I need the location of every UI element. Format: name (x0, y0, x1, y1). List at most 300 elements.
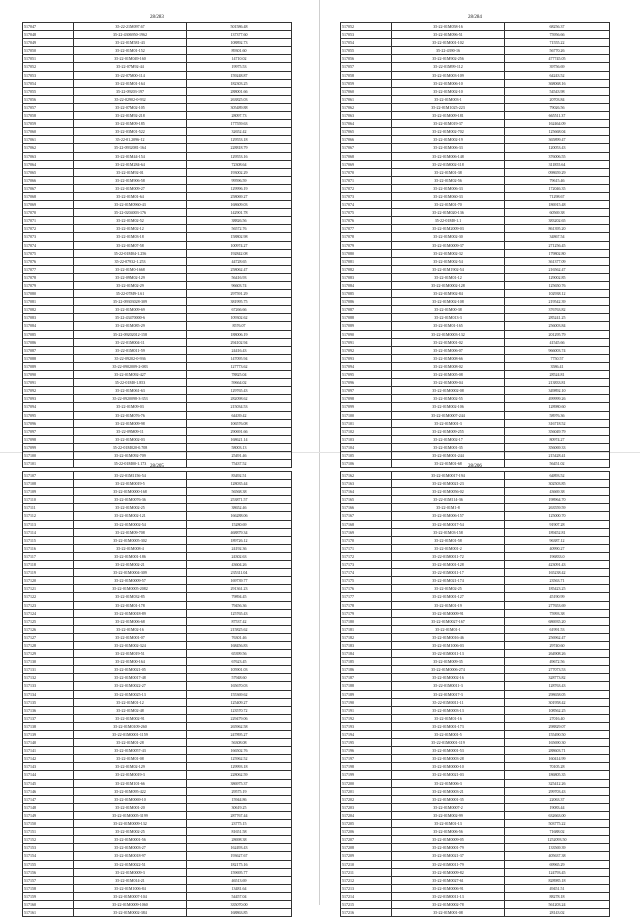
reference-code-cell: 35-22-01M01-13 (392, 820, 505, 828)
table-row (341, 128, 610, 136)
record-number-cell: 517102 (341, 427, 392, 435)
table-row (341, 763, 610, 771)
reference-code-cell: 35-22-01M006-33 (392, 144, 505, 152)
amount-cell: 72308.64 (187, 160, 292, 168)
amount-cell: 298829.07 (505, 722, 610, 730)
table-row (23, 427, 292, 435)
reference-code-cell: 35-22-01M0009-1060 (74, 900, 187, 908)
record-number-cell: 517083 (23, 314, 74, 322)
table-row (23, 569, 292, 577)
amount-cell: 258062.47 (187, 265, 292, 273)
reference-code-cell: 35-22-01M0021-37 (392, 852, 505, 860)
amount-cell: 60569.38 (505, 209, 610, 217)
record-number-cell: 517097 (23, 427, 74, 435)
table-row (341, 387, 610, 395)
table-row (23, 666, 292, 674)
reference-code-cell: 35-22-01M101-66 (74, 779, 187, 787)
reference-code-cell: 35-22-01M01-68 (392, 460, 505, 468)
record-number-cell: 517073 (341, 192, 392, 200)
amount-cell: 328773.82 (505, 674, 610, 682)
reference-code-cell: 35-22-01M0022-27 (74, 682, 187, 690)
register-table (22, 471, 292, 917)
record-number-cell: 517171 (341, 544, 392, 552)
record-number-cell: 517195 (341, 739, 392, 747)
reference-code-cell: 35-22-01M002-25 (74, 828, 187, 836)
table-row (341, 201, 610, 209)
table-row (341, 803, 610, 811)
amount-cell: 129553.16 (187, 152, 292, 160)
amount-cell: 213833.81 (505, 379, 610, 387)
reference-code-cell: 35-22-01M0009-82 (392, 868, 505, 876)
record-number-cell: 517094 (23, 403, 74, 411)
table-row (23, 811, 292, 819)
amount-cell: 185423.25 (505, 585, 610, 593)
amount-cell: 316718.52 (505, 419, 610, 427)
table-row (23, 451, 292, 459)
record-number-cell: 517174 (341, 569, 392, 577)
record-number-cell: 517093 (23, 395, 74, 403)
record-number-cell: 517120 (23, 577, 74, 585)
record-number-cell: 517212 (341, 876, 392, 884)
amount-cell: 229479.06 (187, 714, 292, 722)
reference-code-cell: 35-22-01M0022-51 (74, 860, 187, 868)
amount-cell: 264908.26 (505, 650, 610, 658)
table-row (341, 411, 610, 419)
table-row (341, 282, 610, 290)
record-number-cell: 517141 (23, 747, 74, 755)
amount-cell: 91907.28 (505, 520, 610, 528)
record-number-cell: 517067 (341, 144, 392, 152)
amount-cell: 56568.38 (187, 488, 292, 496)
record-number-cell: 517066 (341, 136, 392, 144)
table-row (23, 241, 292, 249)
record-number-cell: 517149 (23, 811, 74, 819)
table-row (341, 609, 610, 617)
reference-code-cell: 35-22-01M44-154 (74, 152, 187, 160)
record-number-cell: 517177 (341, 593, 392, 601)
amount-cell: 88278.18 (505, 892, 610, 900)
reference-code-cell: 35-22-01M002-17 (392, 435, 505, 443)
amount-cell: 158802.98 (187, 233, 292, 241)
table-row (341, 192, 610, 200)
table-row (341, 23, 610, 31)
reference-code-cell: 35-22-01M0002-54 (74, 520, 187, 528)
table-row (23, 136, 292, 144)
reference-code-cell: 35-22-01M058-16 (392, 23, 505, 31)
reference-code-cell: 35-22-01M0006-274 (392, 666, 505, 674)
reference-code-cell: 35-22-01M096-51 (392, 31, 505, 39)
reference-code-cell: 35-22-01M02-52 (74, 217, 187, 225)
record-number-cell: 517076 (341, 217, 392, 225)
reference-code-cell: 35-22-01M001-5 (392, 731, 505, 739)
table-row (341, 241, 610, 249)
record-number-cell: 517056 (23, 95, 74, 103)
record-number-cell: 517085 (341, 290, 392, 298)
amount-cell: 64243.52 (505, 71, 610, 79)
reference-code-cell: 35-22-01M0011-72 (392, 552, 505, 560)
amount-cell: 165690.30 (505, 739, 610, 747)
amount-cell: 64893.52 (505, 472, 610, 480)
reference-code-cell: 35-22-01M002-30 (392, 233, 505, 241)
table-row (341, 650, 610, 658)
record-number-cell: 517157 (23, 876, 74, 884)
reference-code-cell: 35-22-01M0011-3 (392, 682, 505, 690)
table-row (23, 290, 292, 298)
register-table (340, 471, 610, 917)
amount-cell: 253871.57 (187, 496, 292, 504)
reference-code-cell: 35-22-01M001-244 (392, 451, 505, 459)
table-row (341, 443, 610, 451)
reference-code-cell: 35-22-0920098-3-353 (74, 395, 187, 403)
record-number-cell: 517093 (341, 354, 392, 362)
reference-code-cell: 35-22-01M009-181 (392, 112, 505, 120)
record-number-cell: 517147 (23, 795, 74, 803)
table-row (341, 722, 610, 730)
table-row (23, 593, 292, 601)
amount-cell: 125668.04 (505, 128, 610, 136)
record-number-cell: 517134 (23, 690, 74, 698)
table-row (23, 128, 292, 136)
record-number-cell: 517209 (341, 852, 392, 860)
record-number-cell: 517053 (341, 31, 392, 39)
amount-cell: 87537.42 (187, 617, 292, 625)
table-row (341, 330, 610, 338)
amount-cell: 966003.74 (505, 346, 610, 354)
reference-code-cell: 35-22-01M095-422 (74, 787, 187, 795)
record-number-cell: 517087 (341, 306, 392, 314)
amount-cell: 405637.38 (505, 852, 610, 860)
table-row (23, 674, 292, 682)
page-title: 28/284 (468, 15, 482, 20)
reference-code-cell: 35-22-01M006-148 (392, 152, 505, 160)
amount-cell: 198964.70 (505, 496, 610, 504)
record-number-cell: 517058 (341, 71, 392, 79)
table-row (23, 160, 292, 168)
reference-code-cell: 35-22-01M002-55 (392, 395, 505, 403)
amount-cell: 38652.46 (187, 504, 292, 512)
amount-cell: 128980.60 (505, 403, 610, 411)
table-row (341, 419, 610, 427)
reference-code-cell: 35-22-01M0057-43 (74, 747, 187, 755)
amount-cell: 29740.60 (505, 641, 610, 649)
table-row (23, 690, 292, 698)
record-number-cell: 517126 (23, 625, 74, 633)
table-row (23, 103, 292, 111)
reference-code-cell: 35-22-01M00-38 (392, 306, 505, 314)
table-row (23, 496, 292, 504)
table-row (23, 282, 292, 290)
record-number-cell: 517183 (341, 641, 392, 649)
reference-code-cell: 35-22-01M002-121 (74, 512, 187, 520)
reference-code-cell: 35-22-01M0007-104 (74, 892, 187, 900)
record-number-cell: 517098 (23, 435, 74, 443)
record-number-cell: 517197 (341, 755, 392, 763)
reference-code-cell: 35-22-01M032-85 (74, 593, 187, 601)
table-row (23, 23, 292, 31)
reference-code-cell: 35-22-01M1-8 (392, 504, 505, 512)
reference-code-cell: 35-22-0932081-164 (74, 144, 187, 152)
table-row (23, 403, 292, 411)
amount-cell: 56416.93 (187, 273, 292, 281)
table-row (23, 650, 292, 658)
table-row (23, 31, 292, 39)
reference-code-cell: 35-22-01M006-56 (392, 828, 505, 836)
table-row (341, 544, 610, 552)
reference-code-cell: 35-22-01M0011-17 (392, 569, 505, 577)
table-row (341, 828, 610, 836)
record-number-cell: 517065 (341, 128, 392, 136)
table-row (341, 395, 610, 403)
reference-code-cell: 35-22-01M0000-168 (74, 488, 187, 496)
table-row (23, 609, 292, 617)
record-number-cell: 517080 (341, 249, 392, 257)
reference-code-cell: 35-22-01M003-1 (392, 95, 505, 103)
record-number-cell: 517131 (23, 666, 74, 674)
record-number-cell: 517154 (23, 852, 74, 860)
amount-cell: 376006.55 (505, 152, 610, 160)
amount-cell: 477745.05 (505, 55, 610, 63)
table-row (23, 257, 292, 265)
amount-cell: 28698.38 (187, 836, 292, 844)
table-row (341, 354, 610, 362)
record-number-cell: 517055 (23, 87, 74, 95)
amount-cell: 189726.12 (187, 536, 292, 544)
reference-code-cell: 35-22-01M001-128 (392, 561, 505, 569)
table-row (341, 884, 610, 892)
amount-cell: 23775.15 (187, 820, 292, 828)
reference-code-cell: 35-22-01M01-64 (74, 192, 187, 200)
record-number-cell: 517151 (23, 828, 74, 836)
record-number-cell: 517095 (341, 371, 392, 379)
record-number-cell: 517124 (23, 609, 74, 617)
reference-code-cell: 35-22-01M2009-03 (392, 225, 505, 233)
record-number-cell: 517139 (23, 731, 74, 739)
table-row (341, 617, 610, 625)
reference-code-cell: 35-22-01M01-19 (392, 601, 505, 609)
amount-cell: 356069.33 (505, 443, 610, 451)
record-number-cell: 517068 (341, 152, 392, 160)
reference-code-cell: 35-22-01M0000-10 (392, 763, 505, 771)
amount-cell: 142901.78 (187, 209, 292, 217)
amount-cell: 67623.45 (187, 658, 292, 666)
reference-code-cell: 35-22-01M01-1 (392, 625, 505, 633)
reference-code-cell: 35-22-0204003-176 (74, 209, 187, 217)
reference-code-cell: 35-22-01M008-02 (392, 362, 505, 370)
amount-cell: 78825.04 (187, 371, 292, 379)
reference-code-cell: 35-22-01M284-64 (74, 160, 187, 168)
record-number-cell: 517081 (23, 298, 74, 306)
amount-cell: 297591.29 (187, 290, 292, 298)
reference-code-cell: 35-22-01M008-4 (74, 544, 187, 552)
reference-code-cell: 35-22-01M0-1.853 (74, 379, 187, 387)
reference-code-cell: 35-22-01M001-173 (392, 722, 505, 730)
table-row (23, 512, 292, 520)
record-number-cell: 517142 (23, 755, 74, 763)
table-row (341, 585, 610, 593)
amount-cell: 201295.79 (505, 330, 610, 338)
table-row (341, 435, 610, 443)
record-number-cell: 517092 (23, 387, 74, 395)
record-number-cell: 517208 (341, 844, 392, 852)
record-number-cell: 517130 (23, 658, 74, 666)
table-row (341, 152, 610, 160)
record-number-cell: 517047 (23, 23, 74, 31)
reference-code-cell: 35-22-01M001-102 (392, 39, 505, 47)
reference-code-cell: 35-22-01M0-1.1 (392, 217, 505, 225)
reference-code-cell: 35-22-01M09-708 (74, 528, 187, 536)
table-row (341, 249, 610, 257)
record-number-cell: 517179 (341, 609, 392, 617)
reference-code-cell: 35-22-01M902-256 (392, 55, 505, 63)
amount-cell: 39756.69 (505, 63, 610, 71)
record-number-cell: 517075 (23, 249, 74, 257)
record-number-cell: 517188 (341, 682, 392, 690)
amount-cell: 125765.43 (187, 609, 292, 617)
record-number-cell: 517081 (341, 257, 392, 265)
reference-code-cell: 35-22-01M006-33 (392, 184, 505, 192)
record-number-cell: 517161 (23, 909, 74, 917)
amount-cell: 46513.69 (187, 876, 292, 884)
reference-code-cell: 35-22-01M01-70 (392, 201, 505, 209)
amount-cell: 43604.26 (187, 561, 292, 569)
record-number-cell: 517090 (23, 371, 74, 379)
table-row (23, 884, 292, 892)
record-number-cell: 517198 (341, 763, 392, 771)
table-row (23, 706, 292, 714)
amount-cell: 125409.27 (187, 698, 292, 706)
reference-code-cell: 35-22-01M0001-53 (392, 747, 505, 755)
amount-cell: 349892.10 (505, 387, 610, 395)
record-number-cell: 517194 (341, 731, 392, 739)
amount-cell: 302503.85 (505, 480, 610, 488)
amount-cell: 14710.02 (187, 55, 292, 63)
amount-cell: 54543.98 (505, 87, 610, 95)
table-row (341, 451, 610, 459)
amount-cell: 30619.25 (187, 803, 292, 811)
record-number-cell: 517155 (23, 860, 74, 868)
reference-code-cell: 35-22-01M076-76 (74, 411, 187, 419)
record-number-cell: 517119 (23, 569, 74, 577)
record-number-cell: 517215 (341, 900, 392, 908)
record-number-cell: 517118 (23, 561, 74, 569)
record-number-cell: 517077 (23, 265, 74, 273)
amount-cell: 288001.66 (187, 87, 292, 95)
table-row (341, 795, 610, 803)
table-row (341, 403, 610, 411)
amount-cell: 215428.41 (505, 451, 610, 459)
table-row (341, 31, 610, 39)
reference-code-cell: 35-22-01M1006-84 (74, 884, 187, 892)
table-row (23, 836, 292, 844)
record-number-cell: 517113 (23, 520, 74, 528)
reference-code-cell: 35-22-01M019-51 (74, 650, 187, 658)
amount-cell: 155490.50 (505, 731, 610, 739)
amount-cell: 235311.04 (187, 569, 292, 577)
reference-code-cell: 35-22-01M002-99 (392, 811, 505, 819)
reference-code-cell: 35-22-01M0007-244 (392, 411, 505, 419)
register-table (22, 22, 292, 468)
record-number-cell: 517172 (341, 552, 392, 560)
reference-code-cell: 35-22-01M020-0.708 (74, 443, 187, 451)
table-row (341, 868, 610, 876)
amount-cell: 162493.43 (187, 844, 292, 852)
amount-cell: 335070.00 (187, 900, 292, 908)
reference-code-cell: 35-22-01M0002-384 (74, 909, 187, 917)
table-row (341, 682, 610, 690)
reference-code-cell: 35-22-09202012-158 (74, 330, 187, 338)
table-row (23, 209, 292, 217)
reference-code-cell: 35-22-01M0003-21 (392, 787, 505, 795)
reference-code-cell: 35-22-01M001-3 (392, 419, 505, 427)
table-row (341, 909, 610, 917)
amount-cell: 686935.20 (505, 617, 610, 625)
table-row (23, 298, 292, 306)
record-number-cell: 517059 (341, 79, 392, 87)
table-row (341, 536, 610, 544)
amount-cell: 159248.87 (187, 71, 292, 79)
record-number-cell: 517128 (23, 641, 74, 649)
amount-cell: 215034.53 (187, 403, 292, 411)
record-number-cell: 517140 (23, 739, 74, 747)
reference-code-cell: 35-22-01M001-2 (392, 544, 505, 552)
table-row (23, 265, 292, 273)
record-number-cell: 517186 (341, 666, 392, 674)
table-row (341, 771, 610, 779)
table-row (23, 192, 292, 200)
record-number-cell: 517216 (341, 909, 392, 917)
reference-code-cell: 35-22-01M0076-36 (74, 496, 187, 504)
record-number-cell: 517162 (341, 472, 392, 480)
record-number-cell: 517100 (23, 451, 74, 459)
record-number-cell: 517189 (341, 690, 392, 698)
record-number-cell: 517078 (341, 233, 392, 241)
record-number-cell: 517214 (341, 892, 392, 900)
reference-code-cell: 35-22-01M02-29 (74, 282, 187, 290)
reference-code-cell: 35-22-01M0009-37 (392, 241, 505, 249)
table-row (341, 209, 610, 217)
table-row (341, 314, 610, 322)
reference-code-cell: 35-22-01M09-03 (74, 403, 187, 411)
record-number-cell: 517150 (23, 820, 74, 828)
record-number-cell: 517099 (23, 443, 74, 451)
record-number-cell: 517059 (23, 120, 74, 128)
table-row (23, 844, 292, 852)
record-number-cell: 517076 (23, 257, 74, 265)
reference-code-cell: 35-22-01M049-160 (74, 55, 187, 63)
amount-cell: 216562.47 (505, 265, 610, 273)
reference-code-cell: 35-22-01M001-20 (74, 803, 187, 811)
amount-cell: 15280.69 (187, 520, 292, 528)
record-number-cell: 517084 (23, 322, 74, 330)
reference-code-cell: 35-22-01M092-709 (74, 451, 187, 459)
table-row (341, 633, 610, 641)
record-number-cell: 517166 (341, 504, 392, 512)
record-number-cell: 517049 (23, 39, 74, 47)
record-number-cell: 517083 (341, 273, 392, 281)
reference-code-cell: 35-22-01M02-129 (74, 763, 187, 771)
amount-cell: 109302.62 (187, 314, 292, 322)
record-number-cell: 517060 (341, 87, 392, 95)
record-number-cell: 517135 (23, 698, 74, 706)
amount-cell: 125000.70 (505, 512, 610, 520)
table-row (23, 731, 292, 739)
record-number-cell: 517122 (23, 593, 74, 601)
table-row (341, 820, 610, 828)
reference-code-cell: 35-22-01M1902-54 (392, 265, 505, 273)
amount-cell: 186915.48 (505, 201, 610, 209)
amount-cell: 128035.44 (187, 480, 292, 488)
amount-cell: 56770.26 (505, 47, 610, 55)
